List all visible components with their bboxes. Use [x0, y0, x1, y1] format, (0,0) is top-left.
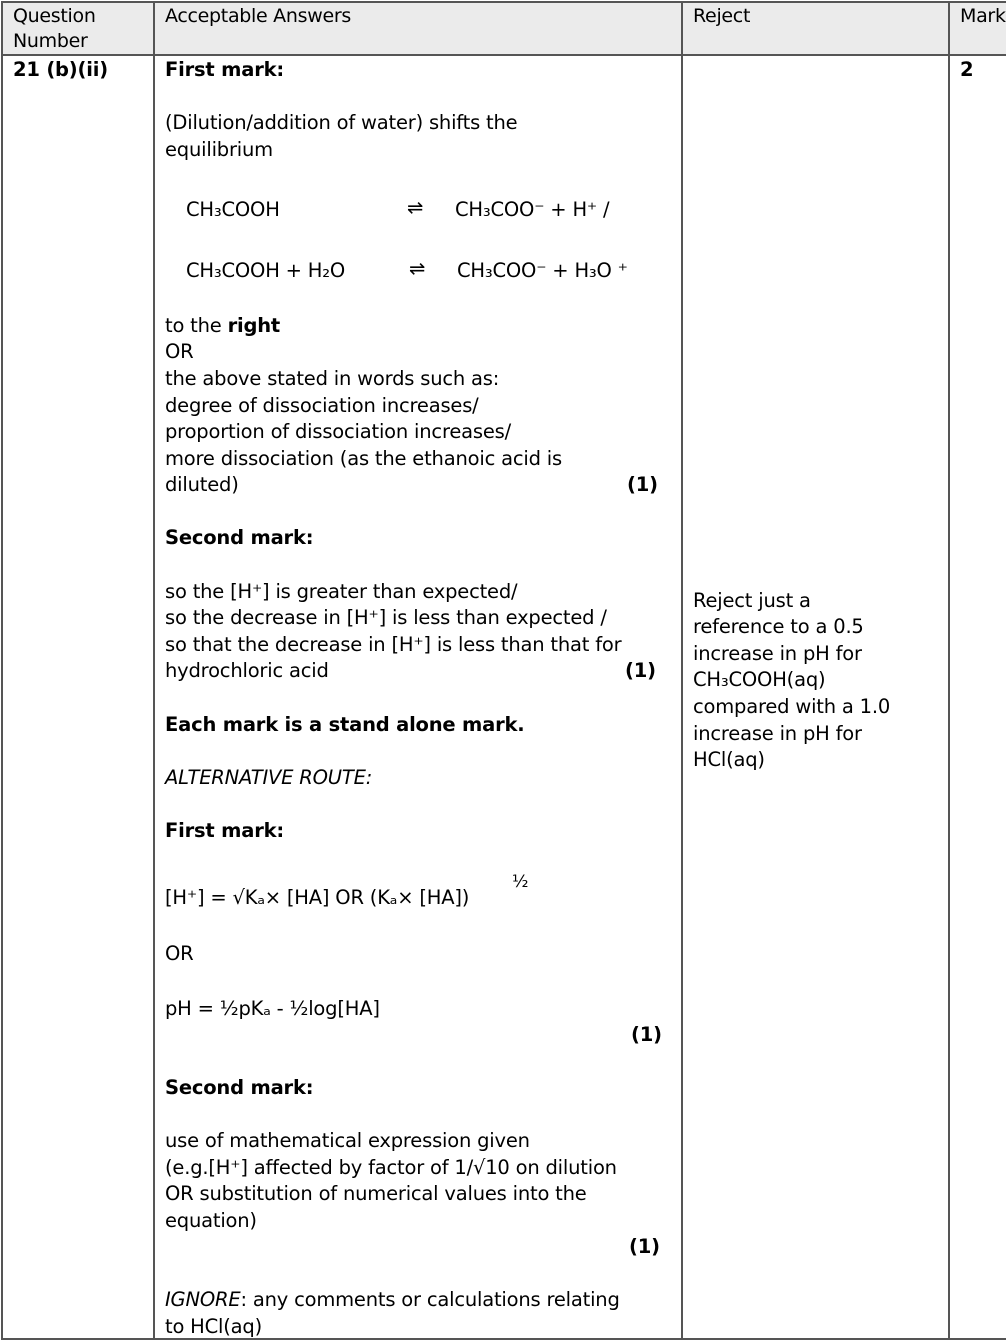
question-number-cell — [2, 55, 154, 1339]
or-1: OR — [165, 340, 194, 363]
words-line-3: proportion of dissociation increases/ — [165, 420, 511, 443]
second-mark-line-4: hydrochloric acid — [165, 659, 329, 682]
second-mark-line-1: so the [H⁺] is greater than expected/ — [165, 580, 518, 603]
reject-line-5: compared with a 1.0 — [693, 695, 891, 718]
header-reject: Reject — [682, 2, 949, 55]
acceptable-answers-cell — [154, 55, 682, 1339]
mark-scheme-table — [1, 1, 1006, 1340]
stand-alone-note: Each mark is a stand alone mark. — [165, 713, 525, 736]
ignore-line-2: to HCl(aq) — [165, 1315, 263, 1338]
header-row — [2, 2, 1006, 55]
use-line-1: use of mathematical expression given — [165, 1129, 530, 1152]
equation-2-lhs: CH₃COOH + H₂O — [186, 259, 346, 282]
words-line-2: degree of dissociation increases/ — [165, 394, 479, 417]
formula-1: [H⁺] = √Kₐ× [HA] OR (Kₐ× [HA]) — [165, 886, 470, 909]
header-acceptable-answers: Acceptable Answers — [154, 2, 682, 55]
equation-2-rhs: CH₃COO⁻ + H₃O ⁺ — [457, 259, 628, 282]
ignore-label: IGNORE — [165, 1288, 241, 1311]
ignore-line-1 — [165, 1287, 620, 1314]
mark-1: (1) — [627, 473, 658, 496]
or-2: OR — [165, 942, 194, 965]
reject-line-3: increase in pH for — [693, 642, 862, 665]
words-line-5: diluted) — [165, 473, 239, 496]
mark-3: (1) — [631, 1023, 662, 1046]
reject-line-6: increase in pH for — [693, 722, 862, 745]
reject-cell — [682, 55, 949, 1339]
alt-first-mark-label: First mark: — [165, 819, 284, 842]
equilibrium-arrow-icon: ⇌ — [409, 257, 426, 280]
formula-2: pH = ½pKₐ - ½log[HA] — [165, 997, 380, 1020]
header-question-l1: Question — [13, 5, 96, 27]
alternative-route-label: ALTERNATIVE ROUTE: — [165, 766, 373, 789]
header-question-number — [2, 2, 154, 55]
question-number: 21 (b)(ii) — [13, 58, 108, 81]
mark-4: (1) — [629, 1235, 660, 1258]
dilution-line-2: equilibrium — [165, 138, 273, 161]
total-mark: 2 — [960, 58, 974, 81]
right-text: right — [227, 314, 281, 337]
use-line-3: OR substitution of numerical values into the — [165, 1182, 587, 1205]
equilibrium-arrow-icon: ⇌ — [407, 196, 424, 219]
answer-row — [2, 55, 1006, 1339]
formula-1-exponent: ½ — [512, 872, 529, 892]
header-mark: Mark — [949, 2, 1006, 55]
second-mark-label: Second mark: — [165, 526, 314, 549]
header-question-l2: Number — [13, 30, 88, 52]
reject-line-7: HCl(aq) — [693, 748, 765, 771]
dilution-line-1: (Dilution/addition of water) shifts the — [165, 111, 518, 134]
words-line-4: more dissociation (as the ethanoic acid is — [165, 447, 562, 470]
mark-2: (1) — [625, 659, 656, 682]
to-the-right — [165, 313, 280, 340]
mark-cell — [949, 55, 1006, 1339]
use-line-2: (e.g.[H⁺] affected by factor of 1/√10 on dilution — [165, 1156, 617, 1179]
use-line-4: equation) — [165, 1209, 257, 1232]
equation-1-lhs: CH₃COOH — [186, 198, 280, 221]
second-mark-line-2: so the decrease in [H⁺] is less than expected / — [165, 606, 607, 629]
to-the-text: to the — [165, 314, 228, 337]
second-mark-line-3: so that the decrease in [H⁺] is less than that for — [165, 633, 622, 656]
reject-line-1: Reject just a — [693, 589, 811, 612]
alt-second-mark-label: Second mark: — [165, 1076, 314, 1099]
reject-line-4: CH₃COOH(aq) — [693, 668, 826, 691]
equation-1-rhs: CH₃COO⁻ + H⁺ / — [455, 198, 610, 221]
first-mark-label: First mark: — [165, 58, 284, 81]
words-line-1: the above stated in words such as: — [165, 367, 500, 390]
ignore-text: : any comments or calculations relating — [240, 1288, 620, 1311]
reject-line-2: reference to a 0.5 — [693, 615, 864, 638]
